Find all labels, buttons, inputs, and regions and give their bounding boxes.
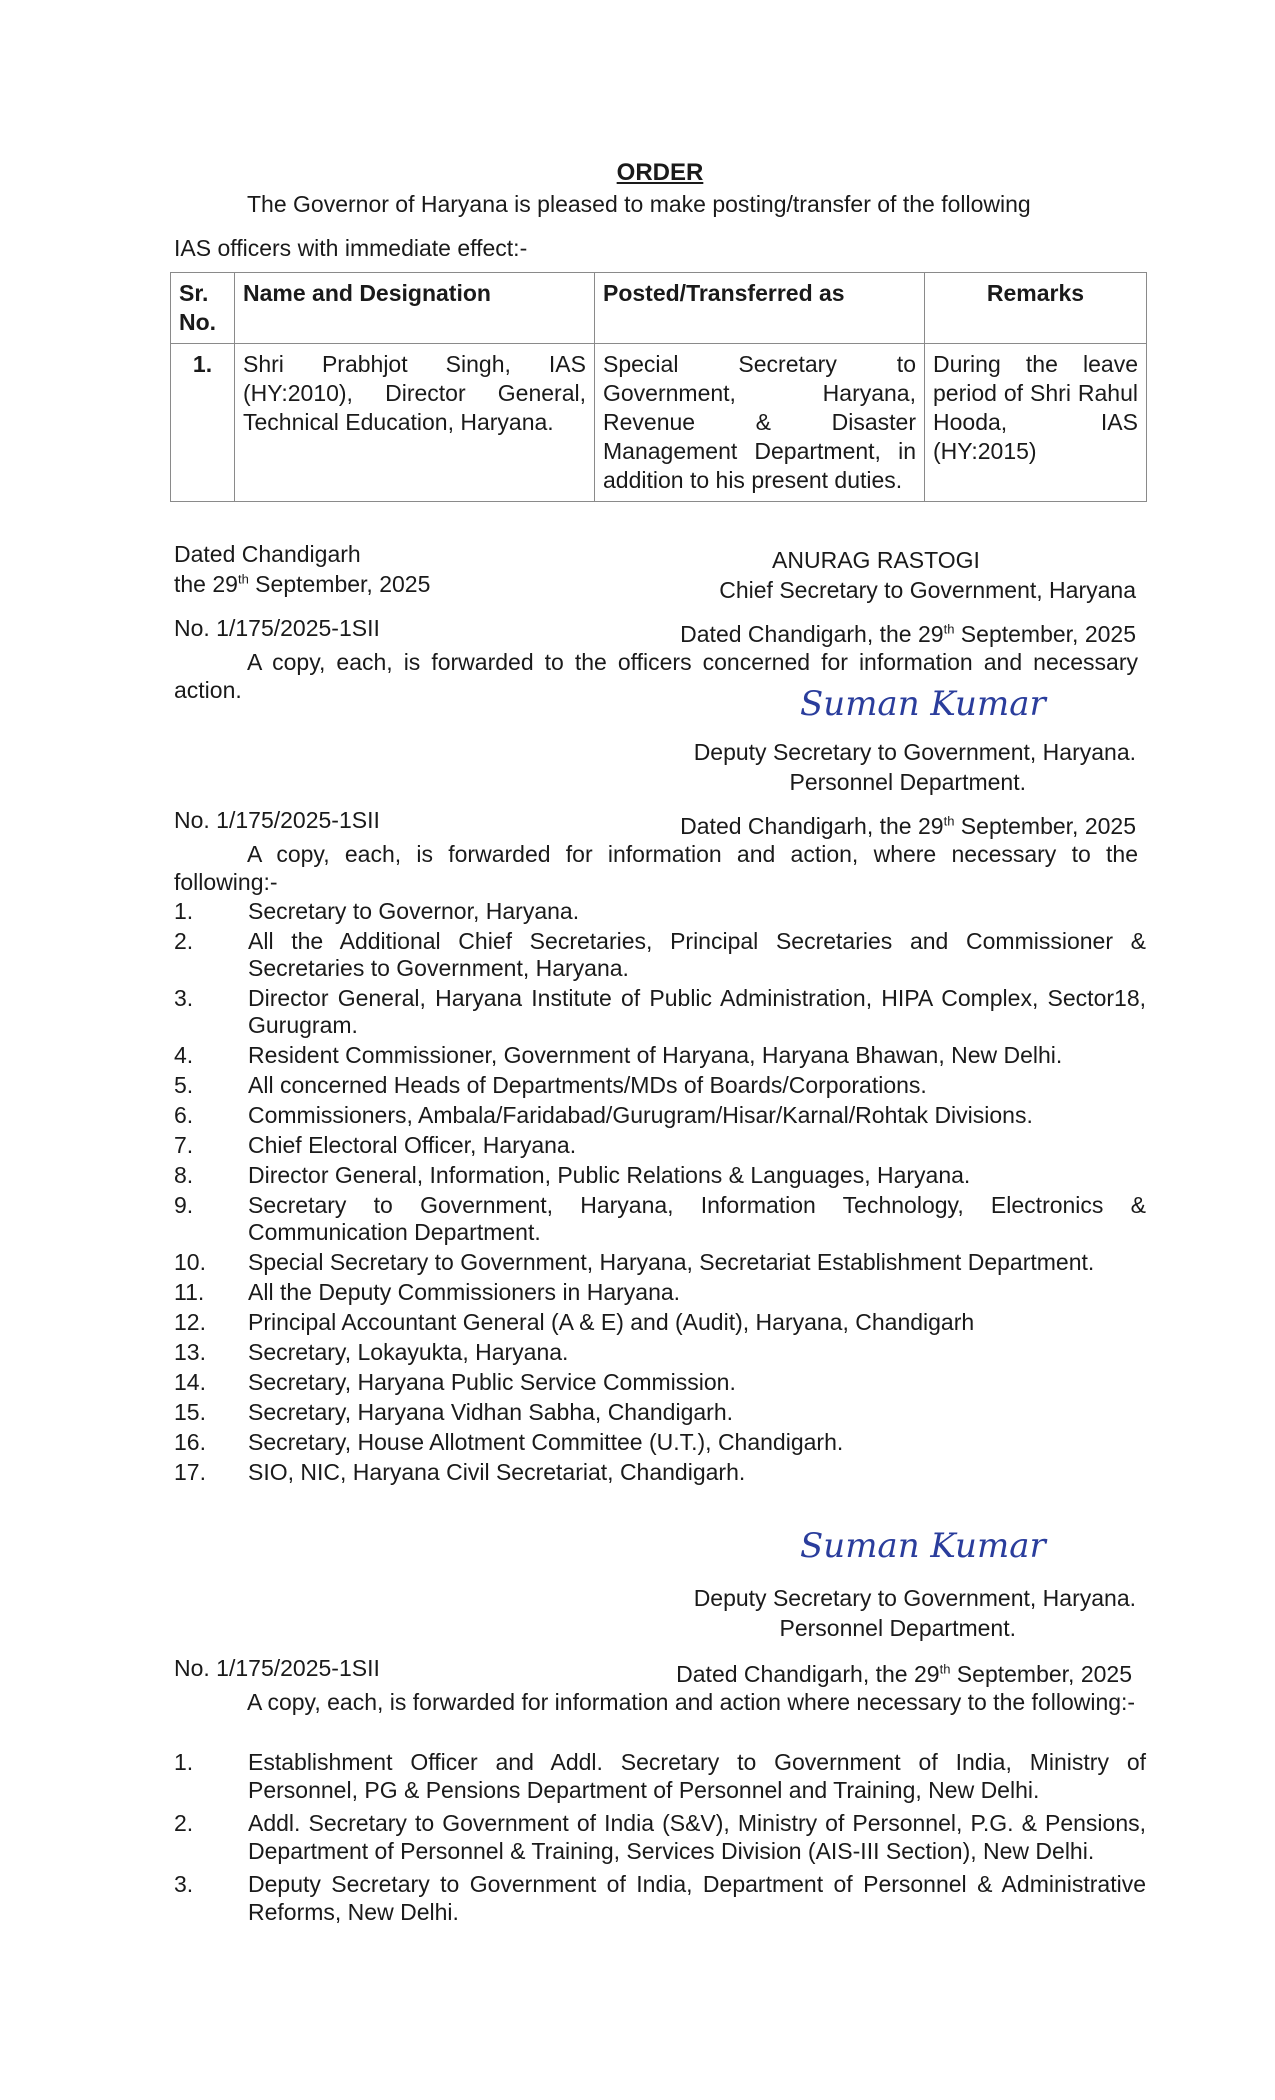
cell-remarks: During the leave period of Shri Rahul Hooda, IAS (HY:2015) [925, 344, 1147, 502]
cell-name: Shri Prabhjot Singh, IAS (HY:2010), Director General, Technical Education, Haryana. [235, 344, 595, 502]
list-item: 14. Secretary, Haryana Public Service Commission. [174, 1369, 736, 1395]
endorsement1-designation-2: Personnel Department. [789, 769, 1026, 795]
list-item: 8. Director General, Information, Public Relations & Languages, Haryana. [174, 1162, 971, 1188]
signatory-title: Chief Secretary to Government, Haryana [719, 577, 1136, 603]
endorsement2-text: A copy, each, is forwarded for information and action, where necessary to the following:- [174, 841, 1138, 895]
recipients-list [174, 898, 1146, 1489]
central-recipients-list [174, 1748, 1146, 1929]
order-title: ORDER [616, 159, 704, 186]
endorsement3-text: A copy, each, is forwarded for information and action where necessary to the following:- [247, 1689, 1136, 1715]
endorsement2-number: No. 1/175/2025-1SII [174, 807, 380, 833]
list-item: 12. Principal Accountant General (A & E) and (Audit), Haryana, Chandigarh [174, 1309, 975, 1335]
list-item: 16. Secretary, House Allotment Committee (U.T.), Chandigarh. [174, 1429, 844, 1455]
table-header-row [171, 273, 1147, 344]
endorsement2-date: Dated Chandigarh, the 29th September, 2025 [680, 813, 1136, 839]
list-item: 5. All concerned Heads of Departments/MDs of Boards/Corporations. [174, 1072, 927, 1098]
order-intro-line1: The Governor of Haryana is pleased to make posting/transfer of the following [247, 191, 1031, 217]
list-item: 13. Secretary, Lokayukta, Haryana. [174, 1339, 569, 1365]
list-item: 4. Resident Commissioner, Government of Haryana, Haryana Bhawan, New Delhi. [174, 1042, 1063, 1068]
col-header-name: Name and Designation [235, 273, 595, 344]
list-item: 3. Deputy Secretary to Government of India, Department of Personnel & Administrative Reforms, New Delhi. [174, 1871, 1146, 1925]
col-header-sr: Sr. No. [171, 273, 235, 344]
list-item: 1. Secretary to Governor, Haryana. [174, 898, 580, 924]
endorsement2-designation-2: Personnel Department. [779, 1615, 1016, 1641]
dated-date: the 29th September, 2025 [174, 571, 431, 597]
endorsement1-number: No. 1/175/2025-1SII [174, 615, 380, 641]
list-item: 9. Secretary to Government, Haryana, Information Technology, Electronics & Communication Department. [174, 1192, 1146, 1245]
posting-table [170, 272, 1147, 502]
col-header-posted: Posted/Transferred as [595, 273, 925, 344]
col-header-remarks: Remarks [925, 273, 1147, 344]
list-item: 7. Chief Electoral Officer, Haryana. [174, 1132, 577, 1158]
list-item: 17. SIO, NIC, Haryana Civil Secretariat, Chandigarh. [174, 1459, 746, 1485]
order-intro-line2: IAS officers with immediate effect:- [174, 235, 528, 261]
list-item: 2. Addl. Secretary to Government of India (S&V), Ministry of Personnel, P.G. & Pensions, Department of Personnel & Training, Services Division (AIS-III Section), New Delhi. [174, 1810, 1146, 1864]
endorsement3-date: Dated Chandigarh, the 29th September, 2025 [676, 1661, 1132, 1687]
list-item: 15. Secretary, Haryana Vidhan Sabha, Chandigarh. [174, 1399, 734, 1425]
signature-2: Suman Kumar [800, 1526, 1046, 1566]
list-item: 2. All the Additional Chief Secretaries, Principal Secretaries and Commissioner & Secretaries to Government, Haryana. [174, 928, 1146, 981]
cell-posted: Special Secretary to Government, Haryana, Revenue & Disaster Management Department, in addition to his present duties. [595, 344, 925, 502]
cell-sr: 1. [171, 344, 235, 502]
endorsement2-designation-1: Deputy Secretary to Government, Haryana. [693, 1585, 1136, 1611]
list-item: 3. Director General, Haryana Institute of Public Administration, HIPA Complex, Sector18, Gurugram. [174, 985, 1146, 1038]
endorsement1-designation-1: Deputy Secretary to Government, Haryana. [693, 739, 1136, 765]
list-item: 1. Establishment Officer and Addl. Secretary to Government of India, Ministry of Personnel, PG & Pensions Department of Personnel and Training, New Delhi. [174, 1749, 1146, 1803]
list-item: 10. Special Secretary to Government, Haryana, Secretariat Establishment Department. [174, 1249, 1095, 1275]
endorsement1-date: Dated Chandigarh, the 29th September, 2025 [680, 621, 1136, 647]
table-row [171, 344, 1147, 502]
signatory-name: ANURAG RASTOGI [772, 547, 980, 573]
dated-place: Dated Chandigarh [174, 541, 361, 567]
endorsement3-number: No. 1/175/2025-1SII [174, 1655, 380, 1681]
list-item: 11. All the Deputy Commissioners in Haryana. [174, 1279, 681, 1305]
endorsement1-text: A copy, each, is forwarded to the officers concerned for information and necessary action. [174, 649, 1138, 703]
signature-1: Suman Kumar [800, 684, 1046, 724]
list-item: 6. Commissioners, Ambala/Faridabad/Gurugram/Hisar/Karnal/Rohtak Divisions. [174, 1102, 1033, 1128]
